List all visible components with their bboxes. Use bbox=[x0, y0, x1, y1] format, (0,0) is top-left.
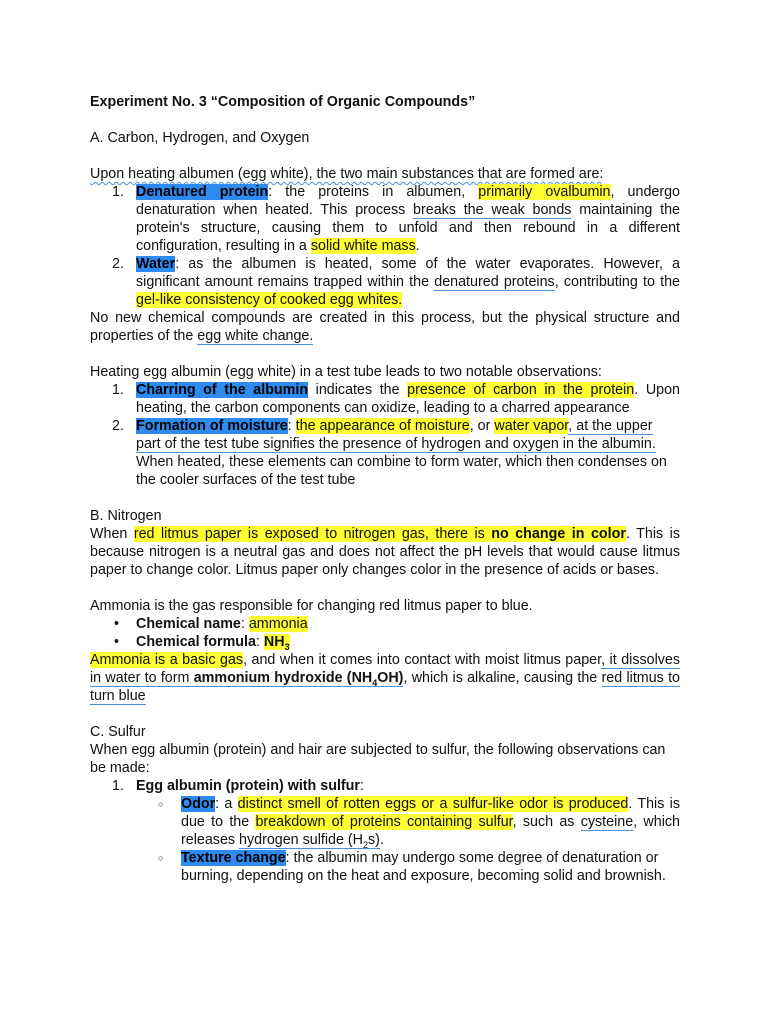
term-highlight: Charring of the albumin bbox=[136, 382, 309, 398]
text-highlight: ammonia bbox=[248, 616, 308, 632]
list-item-moisture: 2. Formation of moisture: the appearance of moisture, or water vapor, at the upper part of the test tube signifies the presence of hydrogen and oxygen in the albumin. When heated, these elements can combine to form water, which then condenses on the cooler surfaces of the test tube bbox=[112, 418, 667, 488]
text-highlight: presence of carbon in the protein bbox=[407, 382, 635, 398]
underline-annotation: red litmus to turn blue bbox=[90, 670, 680, 704]
list-number: 2. bbox=[112, 256, 124, 272]
list-number: 1. bbox=[112, 778, 124, 794]
term-highlight: Water bbox=[136, 256, 176, 272]
section-c-intro: When egg albumin (protein) and hair are subjected to sulfur, the following observations can be made: bbox=[90, 742, 666, 776]
underline-annotation: hydrogen sulfide $(H_2s)$ bbox=[239, 832, 380, 850]
list-number: 1. bbox=[112, 382, 124, 398]
sulfur-list bbox=[90, 777, 680, 795]
document-page bbox=[90, 93, 680, 885]
section-a-observations-intro: Heating egg albumin (egg white) in a test tube leads to two notable observations: bbox=[90, 364, 602, 380]
section-a-heading: A. Carbon, Hydrogen, and Oxygen bbox=[90, 130, 310, 146]
text-highlight: Ammonia is a basic gas bbox=[90, 652, 244, 668]
list-item-charring: 1. Charring of the albumin indicates the presence of carbon in the protein. Upon heating, the carbon components can oxidize, leading to a charred appearance bbox=[112, 382, 681, 416]
text-highlight: distinct smell of rotten eggs or a sulfur-like odor is produced bbox=[237, 796, 629, 812]
term-highlight: Texture change bbox=[181, 850, 286, 866]
bullet-chemical-name: • Chemical name: ammonia bbox=[90, 615, 680, 633]
term-highlight: Formation of moisture bbox=[136, 418, 288, 434]
ammonia-bullets bbox=[90, 615, 680, 651]
section-c-heading: C. Sulfur bbox=[90, 724, 146, 740]
underline-annotation: denatured proteins bbox=[434, 274, 555, 290]
section-b-heading: B. Nitrogen bbox=[90, 508, 162, 524]
list-item-water: 2. Water: as the albumen is heated, some of the water evaporates. However, a significant amount remains trapped within the denatured proteins, contributing to the gel-like consistency of cooked egg whites. bbox=[112, 256, 681, 308]
text-highlight: breakdown of proteins containing sulfur bbox=[255, 814, 513, 830]
section-a-intro-text: Upon heating albumen (egg white), the two main substances that are formed are: bbox=[90, 166, 604, 182]
section-a-intro bbox=[90, 165, 680, 183]
text-highlight: gel-like consistency of cooked egg whites. bbox=[136, 292, 403, 308]
list-item-denatured-protein: 1. Denatured protein: the proteins in albumen, primarily ovalbumin, undergo denaturation when heated. This process breaks the weak bonds maintaining the protein's structure, causing them to unfold and then rebound in a different configuration, resulting in a solid white mass. bbox=[112, 184, 681, 254]
text-highlight: solid white mass bbox=[310, 238, 416, 254]
list-number: 2. bbox=[112, 418, 124, 434]
section-b-paragraph-1: When red litmus paper is exposed to nitrogen gas, there is no change in color. This is because nitrogen is a neutral gas and does not affect the pH levels that would cause litmus paper to change color. Litmus paper only changes color in the presence of acids or bases. bbox=[90, 526, 680, 578]
underline-annotation: egg white change. bbox=[197, 328, 314, 344]
underline-annotation: , at the upper part of the test tube signifies the presence of hydrogen and oxygen in the albumin. bbox=[136, 418, 656, 452]
list-number: 1. bbox=[112, 184, 124, 200]
text-highlight: red litmus paper is exposed to nitrogen gas, there is no change in color bbox=[133, 526, 626, 542]
bullet-chemical-formula: • Chemical formula: $NH_3$ bbox=[90, 633, 680, 651]
section-b-paragraph-3: Ammonia is a basic gas, and when it comes into contact with moist litmus paper, it dissolves in water to form ammonium hydroxide $(NH_4OH)$, which is alkaline, causing the red litmus to turn blue bbox=[90, 652, 680, 704]
sublist-item-texture: ○ Texture change: the albumin may undergo some degree of denaturation or burning, depending on the heat and exposure, becoming solid and brownish. bbox=[90, 849, 680, 885]
underline-annotation: , it dissolves in water to form ammonium hydroxide $(NH_4OH)$ bbox=[90, 652, 680, 688]
underline-annotation: breaks the weak bonds bbox=[413, 202, 572, 218]
text-highlight: the appearance of moisture bbox=[295, 418, 470, 434]
term-highlight: Odor bbox=[181, 796, 216, 812]
document-title: Experiment No. 3 “Composition of Organic Compounds” bbox=[90, 94, 476, 110]
sublist-item-odor: ○ Odor: a distinct smell of rotten eggs or a sulfur-like odor is produced. This is due to the breakdown of proteins containing sulfur, such as cysteine, which releases hydrogen sulfide $(H_2s)$. bbox=[90, 795, 680, 849]
text-highlight: $NH_3$ bbox=[263, 634, 290, 652]
text-highlight: water vapor bbox=[494, 418, 569, 434]
observations-list bbox=[90, 381, 680, 489]
section-a-paragraph: No new chemical compounds are created in this process, but the physical structure and properties of the egg white change. bbox=[90, 310, 680, 344]
text-highlight: primarily ovalbumin bbox=[478, 184, 611, 200]
underline-annotation: cysteine bbox=[580, 814, 634, 830]
sulfur-sublist bbox=[90, 795, 680, 885]
term-highlight: Denatured protein bbox=[136, 184, 269, 200]
section-b-paragraph-2: Ammonia is the gas responsible for changing red litmus paper to blue. bbox=[90, 598, 533, 614]
albumen-products-list bbox=[90, 183, 680, 309]
list-item-egg-albumin: 1. Egg albumin (protein) with sulfur: bbox=[112, 778, 364, 794]
